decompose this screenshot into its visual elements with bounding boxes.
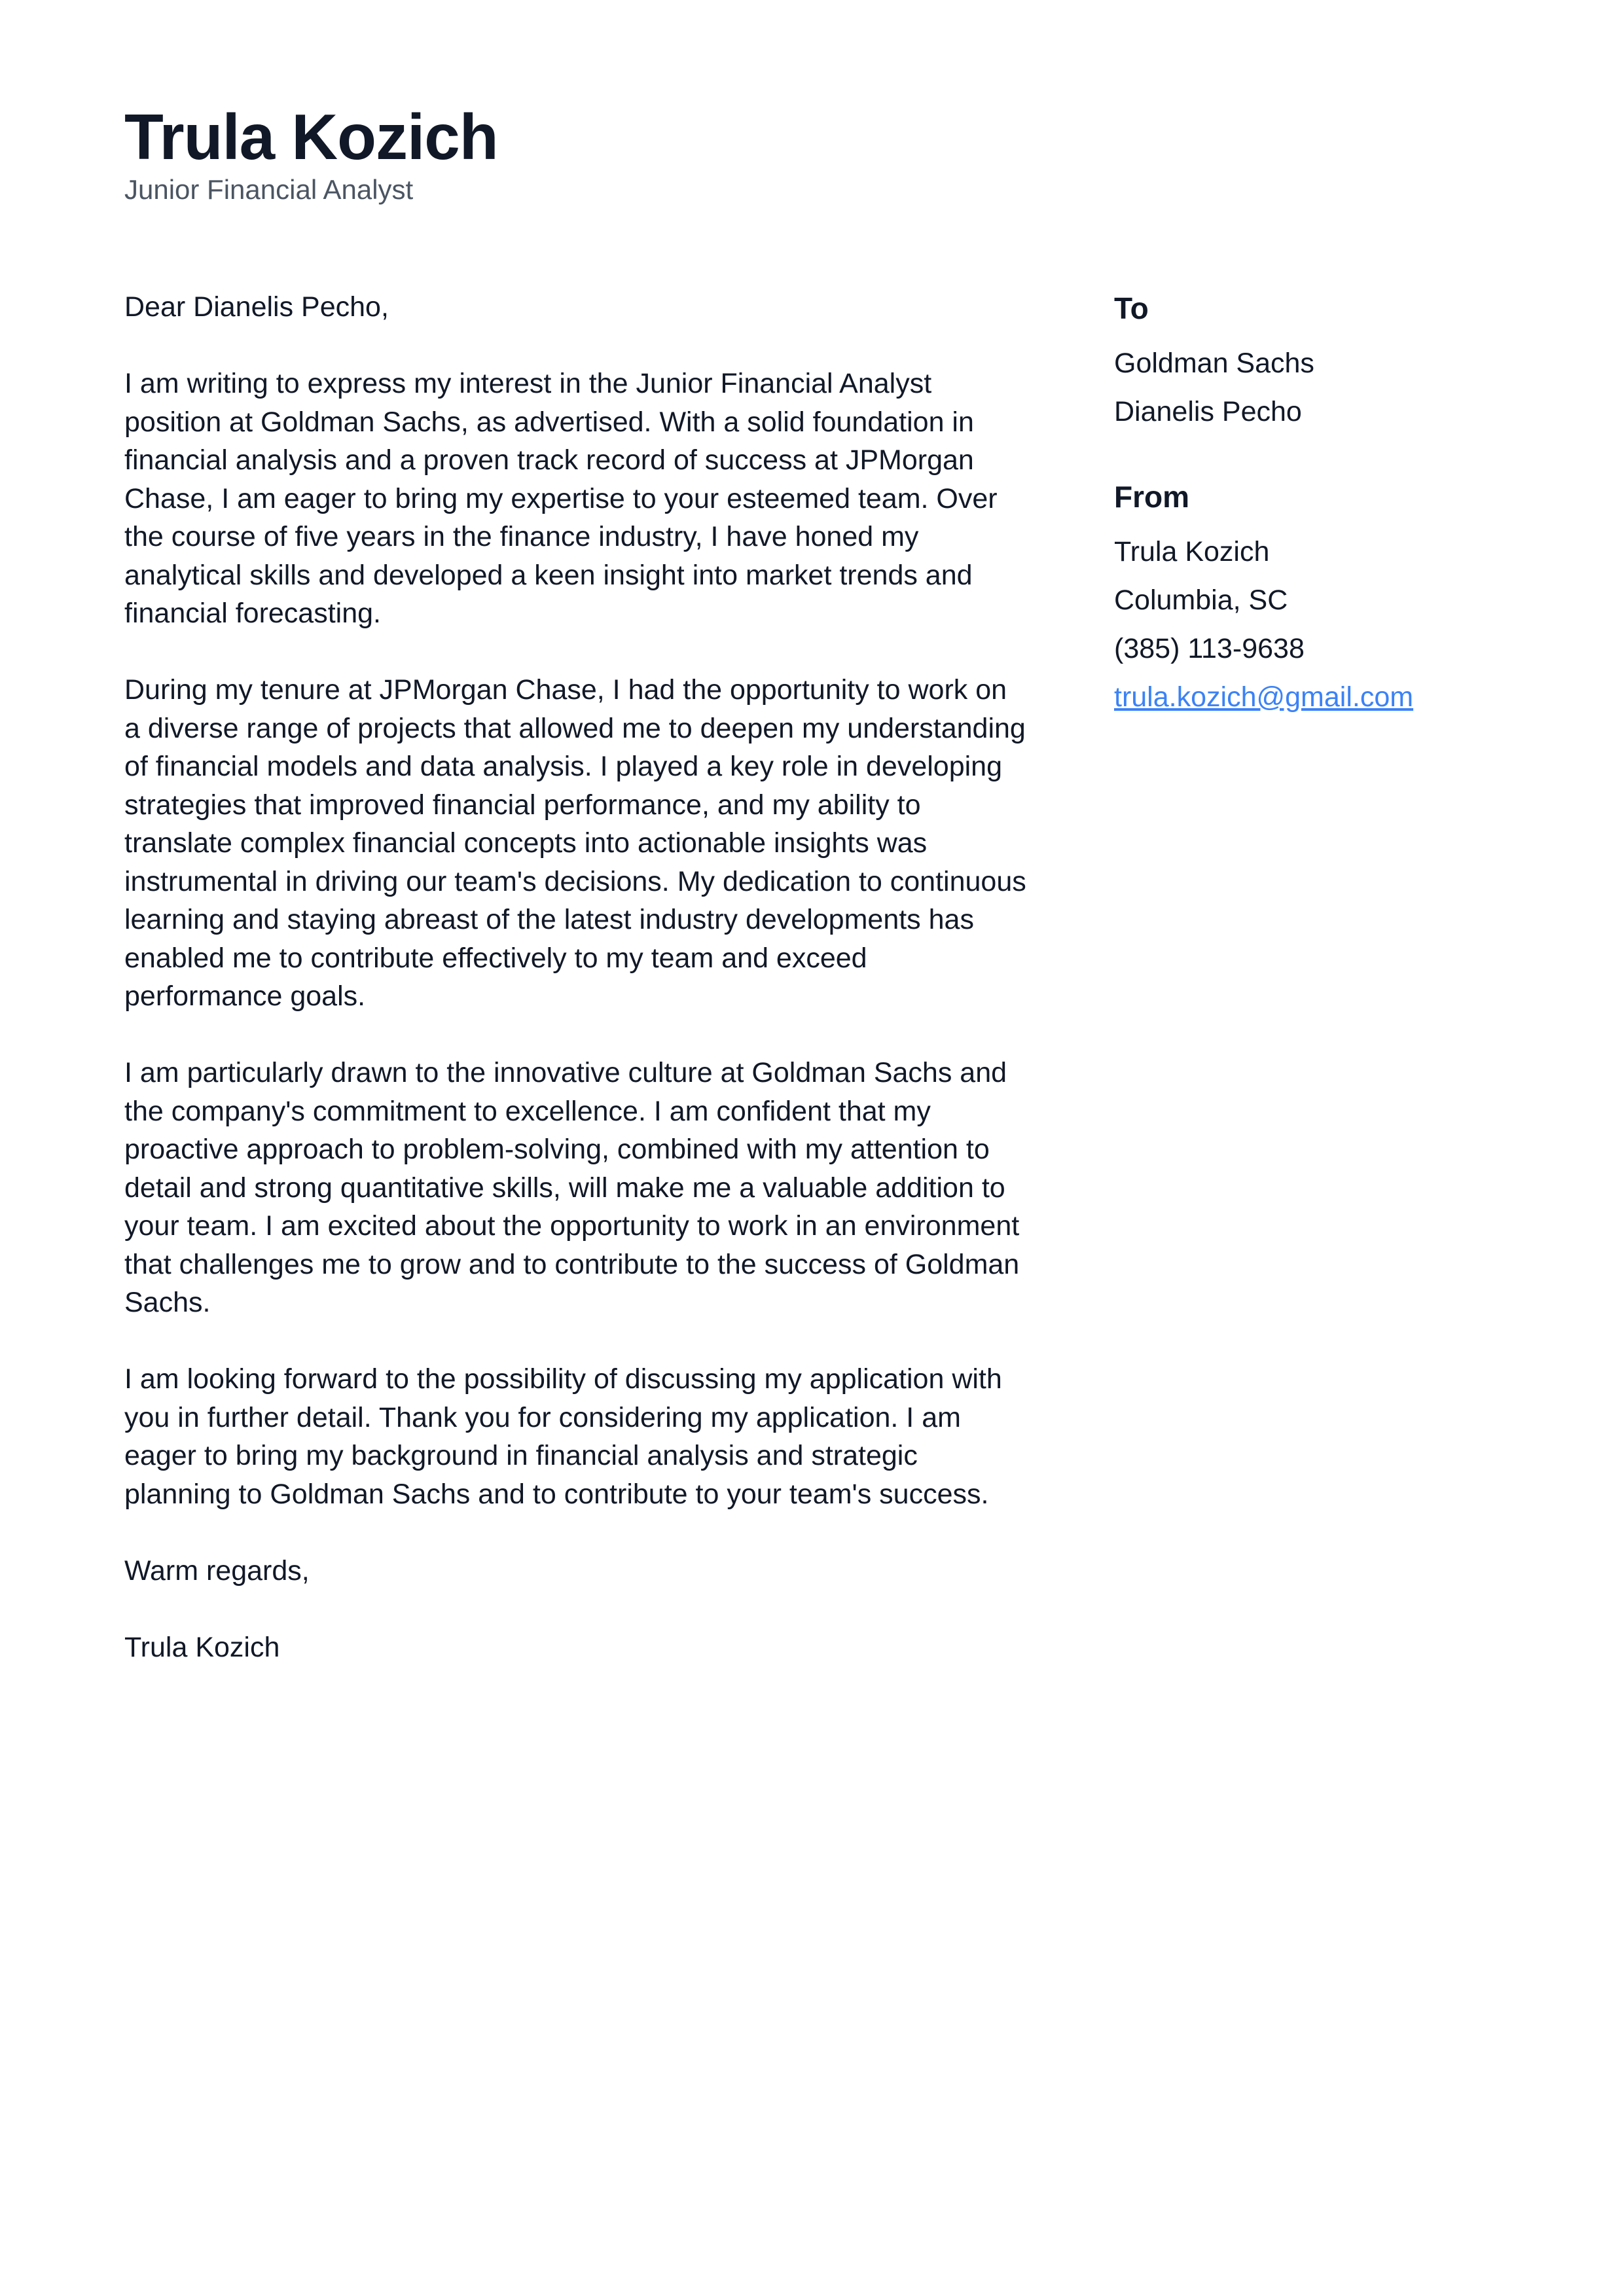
letter-paragraph-3: I am particularly drawn to the innovative culture at Goldman Sachs and the company's commitment to excellence. I am confident that my proactive approach to problem-solving, combined with my attention to detail and strong quantitative skills, will make me a valuable addition to your team. I am excited about the opportunity to work in an environment that challenges me to grow and to contribute to the success of Goldman Sachs. [124, 1057, 1020, 1318]
sender-email-link[interactable]: trula.kozich@gmail.com [1114, 681, 1414, 713]
sender-location: Columbia, SC [1114, 584, 1288, 616]
recipient-heading: To [1114, 291, 1149, 325]
recipient-name: Dianelis Pecho [1114, 396, 1302, 427]
contact-sidebar [1114, 288, 1572, 762]
sender-heading: From [1114, 480, 1189, 514]
salutation: Dear Dianelis Pecho, [124, 291, 389, 323]
letter-header [124, 98, 1106, 207]
letter-paragraph-2: During my tenure at JPMorgan Chase, I had the opportunity to work on a diverse range of projects that allowed me to deepen my understanding of financial models and data analysis. I played a key role in developing strategies that improved financial performance, and my ability to translate complex financial concepts into actionable insights was instrumental in driving our team's decisions. My dedication to continuous learning and staying abreast of the latest industry developments has enabled me to contribute effectively to my team and exceed performance goals. [124, 674, 1026, 1012]
sender-name-heading: Trula Kozich [124, 101, 498, 173]
letter-body [124, 288, 1028, 1666]
sender-section [1114, 476, 1572, 721]
letter-paragraph-1: I am writing to express my interest in the Junior Financial Analyst position at Goldman Sachs, as advertised. With a solid foundation in financial analysis and a proven track record of success at JPMorgan Chase, I am eager to bring my expertise to your esteemed team. Over the course of five years in the finance industry, I have honed my analytical skills and developed a keen insight into market trends and financial forecasting. [124, 368, 998, 629]
sender-contact-name: Trula Kozich [1114, 536, 1270, 567]
recipient-company: Goldman Sachs [1114, 348, 1314, 379]
sender-phone: (385) 113-9638 [1114, 633, 1305, 664]
letter-paragraph-4: I am looking forward to the possibility of discussing my application with you in further detail. Thank you for considering my application. I am eager to bring my background in financial analysis and strategic planning to Goldman Sachs and to contribute to your team's success. [124, 1363, 1002, 1510]
closing: Warm regards, [124, 1554, 310, 1587]
recipient-section [1114, 288, 1572, 436]
signature: Trula Kozich [124, 1631, 280, 1663]
job-title: Junior Financial Analyst [124, 174, 414, 205]
